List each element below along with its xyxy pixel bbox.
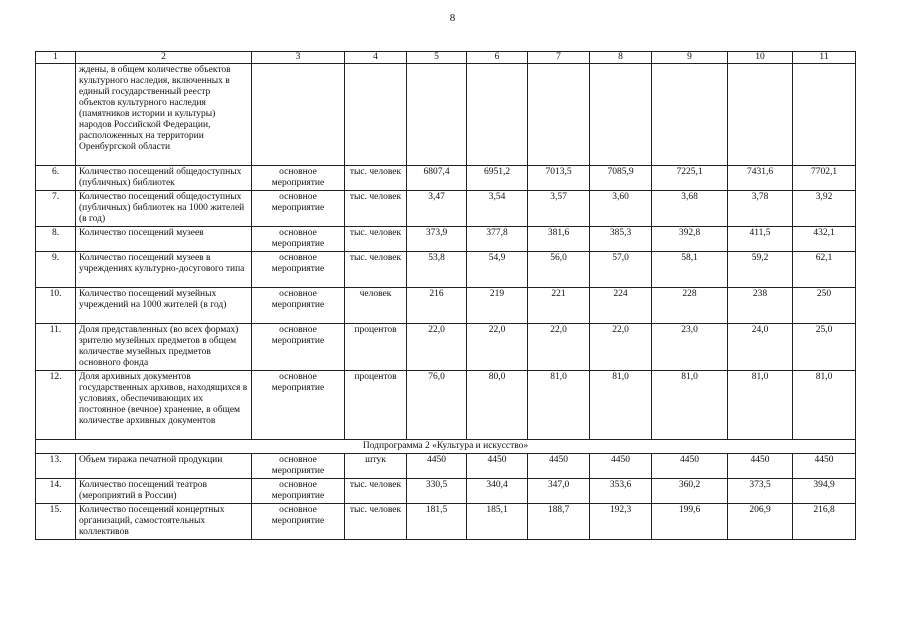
- value-cell: 62,1: [793, 252, 856, 288]
- indicator-name: Количество посещений общедоступных (публичных) библиотек на 1000 жителей (в год): [76, 191, 252, 227]
- unit-of-measure: тыс. человек: [345, 504, 407, 540]
- unit-of-measure: тыс. человек: [345, 227, 407, 252]
- value-cell: 24,0: [728, 324, 793, 371]
- unit-of-measure: человек: [345, 288, 407, 324]
- row-number: 13.: [36, 454, 76, 479]
- value-cell: 3,57: [528, 191, 590, 227]
- indicator-name: Количество посещений театров (мероприятий в России): [76, 479, 252, 504]
- value-cell: 81,0: [590, 371, 652, 440]
- indicator-type: основное мероприятие: [252, 504, 345, 540]
- value-cell: 7431,6: [728, 166, 793, 191]
- indicator-type: основное мероприятие: [252, 324, 345, 371]
- value-cell: 57,0: [590, 252, 652, 288]
- value-cell: 216: [407, 288, 467, 324]
- value-cell: 219: [467, 288, 528, 324]
- unit-of-measure: тыс. человек: [345, 191, 407, 227]
- table-row: [36, 479, 856, 504]
- value-cell: 53,8: [407, 252, 467, 288]
- value-cell: 250: [793, 288, 856, 324]
- indicator-type: основное мероприятие: [252, 166, 345, 191]
- indicator-name: Доля архивных документов государственных архивов, находящихся в условиях, обеспечивающих их постоянное (вечное) хранение, в общем количестве архивных документов: [76, 371, 252, 440]
- table-row: [36, 227, 856, 252]
- indicator-type: основное мероприятие: [252, 191, 345, 227]
- value-cell: 80,0: [467, 371, 528, 440]
- row-number: 15.: [36, 504, 76, 540]
- value-cell: 7085,9: [590, 166, 652, 191]
- continuation-row: [36, 64, 856, 166]
- table-row: [36, 504, 856, 540]
- unit-of-measure: процентов: [345, 371, 407, 440]
- page-number: 8: [449, 12, 456, 24]
- subprogram-title: Подпрограмма 2 «Культура и искусство»: [36, 440, 856, 454]
- value-cell: 385,3: [590, 227, 652, 252]
- indicator-type: основное мероприятие: [252, 288, 345, 324]
- value-cell: 4450: [528, 454, 590, 479]
- indicator-name: Количество посещений концертных организаций, самостоятельных коллективов: [76, 504, 252, 540]
- value-cell: 4450: [407, 454, 467, 479]
- unit-of-measure: тыс. человек: [345, 252, 407, 288]
- row-number: 8.: [36, 227, 76, 252]
- value-cell: 340,4: [467, 479, 528, 504]
- table-row: [36, 324, 856, 371]
- indicator-name: Количество посещений музеев в учреждениях культурно-досугового типа: [76, 252, 252, 288]
- column-number: 11: [793, 52, 856, 64]
- value-cell: 6807,4: [407, 166, 467, 191]
- subprogram-row: [36, 440, 856, 454]
- value-cell: 76,0: [407, 371, 467, 440]
- indicator-name: Количество посещений общедоступных (публичных) библиотек: [76, 166, 252, 191]
- unit-of-measure: штук: [345, 454, 407, 479]
- value-cell: 7702,1: [793, 166, 856, 191]
- row-number: 6.: [36, 166, 76, 191]
- value-cell: 199,6: [652, 504, 728, 540]
- value-cell: 377,8: [467, 227, 528, 252]
- value-cell: 22,0: [590, 324, 652, 371]
- table-row: [36, 454, 856, 479]
- value-cell: 228: [652, 288, 728, 324]
- value-cell: 216,8: [793, 504, 856, 540]
- value-cell: 3,68: [652, 191, 728, 227]
- indicator-type: основное мероприятие: [252, 227, 345, 252]
- column-number: 10: [728, 52, 793, 64]
- value-cell: 3,54: [467, 191, 528, 227]
- value-cell: 3,47: [407, 191, 467, 227]
- value-cell: 6951,2: [467, 166, 528, 191]
- value-cell: 360,2: [652, 479, 728, 504]
- column-number: 7: [528, 52, 590, 64]
- value-cell: 4450: [793, 454, 856, 479]
- value-cell: 221: [528, 288, 590, 324]
- value-cell: 22,0: [407, 324, 467, 371]
- value-cell: 4450: [467, 454, 528, 479]
- value-cell: 23,0: [652, 324, 728, 371]
- table-row: [36, 166, 856, 191]
- value-cell: 3,78: [728, 191, 793, 227]
- indicator-type: основное мероприятие: [252, 454, 345, 479]
- value-cell: 224: [590, 288, 652, 324]
- value-cell: 25,0: [793, 324, 856, 371]
- indicator-type: основное мероприятие: [252, 479, 345, 504]
- value-cell: 330,5: [407, 479, 467, 504]
- value-cell: 81,0: [728, 371, 793, 440]
- row-number: 10.: [36, 288, 76, 324]
- value-cell: 373,5: [728, 479, 793, 504]
- value-cell: 188,7: [528, 504, 590, 540]
- row-number: 9.: [36, 252, 76, 288]
- unit-of-measure: тыс. человек: [345, 166, 407, 191]
- indicator-name: ждены, в общем количестве объектов культурного наследия, включенных в единый государственный реестр объектов культурного наследия (памятников истории и культуры) народов Российской Федерации, расположенных на территории Оренбургской области: [76, 64, 252, 166]
- value-cell: 58,1: [652, 252, 728, 288]
- value-cell: 3,60: [590, 191, 652, 227]
- table-row: [36, 252, 856, 288]
- value-cell: 392,8: [652, 227, 728, 252]
- indicators-table: [35, 51, 856, 540]
- value-cell: 22,0: [467, 324, 528, 371]
- value-cell: 59,2: [728, 252, 793, 288]
- indicator-name: Объем тиража печатной продукции: [76, 454, 252, 479]
- value-cell: 4450: [590, 454, 652, 479]
- column-number-row: [36, 52, 856, 64]
- row-number: 14.: [36, 479, 76, 504]
- unit-of-measure: процентов: [345, 324, 407, 371]
- value-cell: 181,5: [407, 504, 467, 540]
- value-cell: 432,1: [793, 227, 856, 252]
- value-cell: 22,0: [528, 324, 590, 371]
- value-cell: 81,0: [528, 371, 590, 440]
- table-row: [36, 371, 856, 440]
- column-number: 8: [590, 52, 652, 64]
- value-cell: 81,0: [793, 371, 856, 440]
- value-cell: 4450: [652, 454, 728, 479]
- value-cell: 192,3: [590, 504, 652, 540]
- value-cell: 353,6: [590, 479, 652, 504]
- value-cell: 56,0: [528, 252, 590, 288]
- column-number: 4: [345, 52, 407, 64]
- value-cell: 347,0: [528, 479, 590, 504]
- indicator-name: Количество посещений музеев: [76, 227, 252, 252]
- column-number: 5: [407, 52, 467, 64]
- column-number: 2: [76, 52, 252, 64]
- value-cell: 7225,1: [652, 166, 728, 191]
- column-number: 6: [467, 52, 528, 64]
- value-cell: 206,9: [728, 504, 793, 540]
- value-cell: 238: [728, 288, 793, 324]
- column-number: 1: [36, 52, 76, 64]
- indicator-type: основное мероприятие: [252, 371, 345, 440]
- table-row: [36, 191, 856, 227]
- value-cell: 3,92: [793, 191, 856, 227]
- value-cell: 381,6: [528, 227, 590, 252]
- row-number: 11.: [36, 324, 76, 371]
- value-cell: 4450: [728, 454, 793, 479]
- indicator-name: Количество посещений музейных учреждений на 1000 жителей (в год): [76, 288, 252, 324]
- value-cell: 54,9: [467, 252, 528, 288]
- unit-of-measure: тыс. человек: [345, 479, 407, 504]
- row-number: 7.: [36, 191, 76, 227]
- column-number: 9: [652, 52, 728, 64]
- column-number: 3: [252, 52, 345, 64]
- value-cell: 185,1: [467, 504, 528, 540]
- indicator-type: основное мероприятие: [252, 252, 345, 288]
- value-cell: 373,9: [407, 227, 467, 252]
- value-cell: 394,9: [793, 479, 856, 504]
- row-number: 12.: [36, 371, 76, 440]
- value-cell: 7013,5: [528, 166, 590, 191]
- indicator-name: Доля представленных (во всех формах) зрителю музейных предметов в общем количестве музейных предметов основного фонда: [76, 324, 252, 371]
- value-cell: 81,0: [652, 371, 728, 440]
- table-row: [36, 288, 856, 324]
- value-cell: 411,5: [728, 227, 793, 252]
